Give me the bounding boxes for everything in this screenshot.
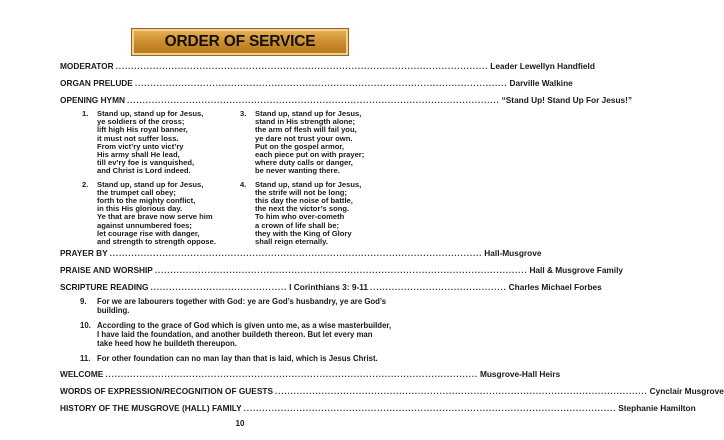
hymn-verse xyxy=(240,110,420,176)
row-label: HISTORY OF THE MUSGROVE (HALL) FAMILY xyxy=(60,403,242,413)
verse-line: Ye that are brave now serve him xyxy=(97,212,213,222)
program-row-organ-prelude xyxy=(60,78,573,89)
verse-line: stand in His strength alone; xyxy=(255,117,355,127)
verse-line: His army shall He lead, xyxy=(97,150,180,160)
row-label: ORGAN PRELUDE xyxy=(60,78,133,88)
hymn-verse xyxy=(82,110,262,176)
verse-line: forth to the mighty conflict, xyxy=(97,196,196,206)
verse-line: and strength to strength oppose. xyxy=(97,237,216,247)
verse-line: each piece put on with prayer; xyxy=(255,150,365,160)
verse-line: Stand up, stand up for Jesus, xyxy=(255,109,362,118)
verse-line: ye dare not trust your own. xyxy=(255,133,353,143)
scripture-verse xyxy=(80,321,420,348)
scripture-verse xyxy=(80,354,420,363)
leader-dots: ........................................................................................................................ xyxy=(127,95,500,105)
verse-line: To him who over-cometh xyxy=(255,212,345,222)
verse-line: this day the noise of battle, xyxy=(255,196,353,206)
verse-line: the strife will not be long; xyxy=(255,187,347,197)
row-value: Musgrove-Hall Heirs xyxy=(479,369,561,379)
verse-line: a crown of life shall be; xyxy=(255,220,339,230)
row-label: WELCOME xyxy=(60,369,104,379)
program-row-family-history xyxy=(60,403,696,414)
leader-dots: ........................................................................................................................ xyxy=(274,386,648,396)
verse-line: the arm of flesh will fail you, xyxy=(255,125,357,135)
row-value: Cynclair Musgrove xyxy=(649,386,724,396)
scripture-verse-number: 9. xyxy=(80,297,87,306)
scripture-line: For we are labourers together with God: ye are God’s husbandry, ye are God’s xyxy=(97,297,387,306)
verse-line: where duty calls or danger, xyxy=(255,158,353,168)
leader-dots: ............................................ xyxy=(370,282,507,292)
row-label: PRAISE AND WORSHIP xyxy=(60,265,153,275)
leader-dots: ........................................................................................................................ xyxy=(154,265,528,275)
verse-line: let courage rise with danger, xyxy=(97,228,200,238)
verse-line: against unnumbered foes; xyxy=(97,220,192,230)
scripture-verse xyxy=(80,297,420,315)
program-row-welcome xyxy=(60,369,561,380)
program-row-prayer xyxy=(60,248,542,259)
leader-dots: ........................................................................................................................ xyxy=(105,369,478,379)
hymn-verse xyxy=(82,181,262,247)
hymn-column-left xyxy=(82,110,262,251)
leader-dots: ........................................................................................................................ xyxy=(115,61,489,71)
verse-line: they with the King of Glory xyxy=(255,228,352,238)
scripture-line: building. xyxy=(97,306,130,315)
row-value: Hall & Musgrove Family xyxy=(529,265,624,275)
leader-dots: ........................................................................................................................ xyxy=(243,403,617,413)
verse-line: shall reign eternally. xyxy=(255,237,328,247)
row-label: OPENING HYMN xyxy=(60,95,125,105)
row-label: SCRIPTURE READING xyxy=(60,282,149,292)
verse-line: be never wanting there. xyxy=(255,166,340,176)
verse-line: Stand up, stand up for Jesus, xyxy=(97,179,204,189)
scripture-line: According to the grace of God which is given unto me, as a wise masterbuilder, xyxy=(97,321,392,330)
row-value: “Stand Up! Stand Up For Jesus!” xyxy=(501,95,633,105)
hymn-verse xyxy=(240,181,420,247)
program-row-words-of-expression xyxy=(60,386,724,397)
row-label: PRAYER BY xyxy=(60,248,108,258)
verse-line: From vict’ry unto vict’ry xyxy=(97,141,184,151)
hymn-column-right xyxy=(240,110,420,251)
row-value: Stephanie Hamilton xyxy=(618,403,696,413)
row-label: MODERATOR xyxy=(60,61,114,71)
row-value: Leader Lewellyn Handfield xyxy=(490,61,595,71)
verse-line: it must not suffer loss. xyxy=(97,133,179,143)
verse-number: 2. xyxy=(82,179,89,189)
verse-line: and Christ is Lord indeed. xyxy=(97,166,191,176)
verse-line: till ev’ry foe is vanquished, xyxy=(97,158,195,168)
program-row-praise-worship xyxy=(60,265,624,276)
leader-dots: ........................................................................................................................ xyxy=(109,248,483,258)
verse-line: Stand up, stand up for Jesus, xyxy=(255,179,362,189)
page-title: ORDER OF SERVICE xyxy=(164,33,316,50)
program-row-scripture-reading xyxy=(60,282,602,293)
row-value: Charles Michael Forbes xyxy=(508,282,602,292)
verse-number: 1. xyxy=(82,109,89,118)
verse-number: 3. xyxy=(240,109,247,118)
title-banner xyxy=(131,28,349,56)
row-label: WORDS OF EXPRESSION/RECOGNITION OF GUESTS xyxy=(60,386,273,396)
verse-line: Put on the gospel armor, xyxy=(255,141,345,151)
verse-line: Stand up, stand up for Jesus, xyxy=(97,109,204,118)
leader-dots: ........................................................................................................................ xyxy=(134,78,508,88)
verse-line: in this His glorious day. xyxy=(97,204,183,214)
verse-number: 4. xyxy=(240,179,247,189)
program-row-opening-hymn xyxy=(60,95,633,106)
row-value: Hall-Musgrove xyxy=(484,248,542,258)
scripture-verse-number: 10. xyxy=(80,321,91,330)
page-number: 10 xyxy=(235,419,245,428)
row-value: Darville Walkine xyxy=(509,78,573,88)
leader-dots: ............................................ xyxy=(150,282,288,292)
verse-line: lift high His royal banner, xyxy=(97,125,188,135)
scripture-reference: I Corinthians 3: 9-11 xyxy=(289,282,368,292)
scripture-line: I have laid the foundation, and another buildeth thereon. But let every man xyxy=(97,330,373,339)
verse-line: the trumpet call obey; xyxy=(97,187,176,197)
verse-line: the next the victor’s song. xyxy=(255,204,350,214)
scripture-line: take heed how he buildeth thereupon. xyxy=(97,339,237,348)
verse-line: ye soldiers of the cross; xyxy=(97,117,185,127)
program-row-moderator xyxy=(60,61,595,72)
scripture-line: For other foundation can no man lay than that is laid, which is Jesus Christ. xyxy=(97,354,378,363)
scripture-verse-number: 11. xyxy=(80,354,91,363)
